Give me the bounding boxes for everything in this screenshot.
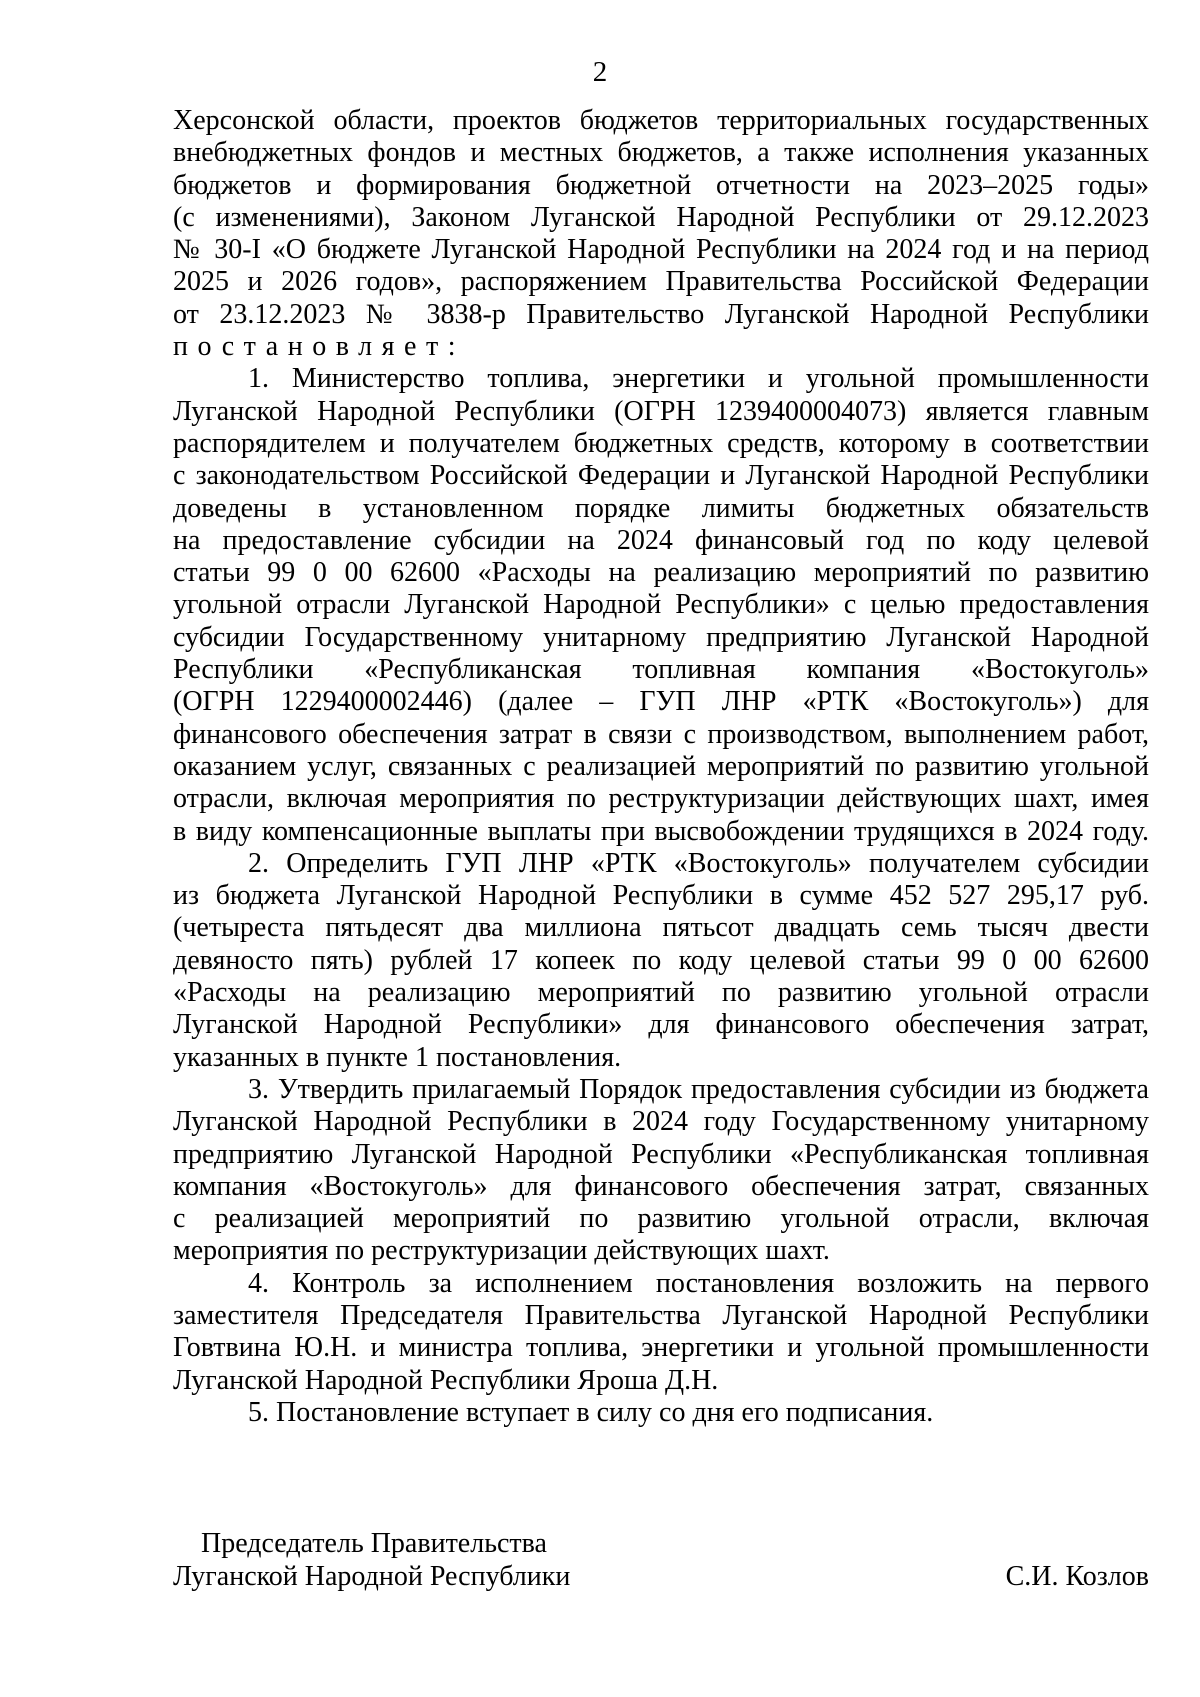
body-line: внебюджетных фондов и местных бюджетов, а также исполнения указанных [173, 137, 1149, 169]
body-line: субсидии Государственному унитарному предприятию Луганской Народной [173, 621, 1149, 653]
signatory-name: С.И. Козлов [1005, 1561, 1149, 1592]
body-line: угольной отрасли Луганской Народной Республики» с целью предоставления [173, 589, 1149, 621]
body-line: Херсонской области, проектов бюджетов территориальных государственных [173, 105, 1149, 136]
body-line: из бюджета Луганской Народной Республики в сумме 452 527 295,17 руб. [173, 880, 1149, 912]
body-line: компания «Востокуголь» для финансового обеспечения затрат, связанных [173, 1170, 1149, 1202]
body-line: (четыреста пятьдесят два миллиона пятьсот двадцать семь тысяч двести [173, 912, 1149, 944]
signatory-organization: Луганской Народной Республики [173, 1561, 571, 1592]
body-line: оказанием услуг, связанных с реализацией мероприятий по развитию угольной [173, 750, 1149, 782]
body-line: девяносто пять) рублей 17 копеек по коду целевой статьи 99 0 00 62600 [173, 944, 1149, 976]
body-line: распорядителем и получателем бюджетных средств, которому в соответствии [173, 427, 1149, 459]
body-line: Луганской Народной Республики» для финансового обеспечения затрат, [173, 1009, 1149, 1041]
body-line: № 30-I «О бюджете Луганской Народной Республики на 2024 год и на период [173, 234, 1149, 266]
body-line: (ОГРН 1229400002446) (далее – ГУП ЛНР «РТК «Востокуголь») для [173, 686, 1149, 718]
page-number: 2 [592, 56, 608, 88]
body-line: с реализацией мероприятий по развитию угольной отрасли, включая [173, 1203, 1149, 1235]
body-line: на предоставление субсидии на 2024 финансовый год по коду целевой [173, 524, 1149, 556]
body-line: финансового обеспечения затрат в связи с производством, выполнением работ, [173, 718, 1149, 750]
body-line: указанных в пункте 1 постановления. [173, 1041, 622, 1073]
body-line: статьи 99 0 00 62600 «Расходы на реализацию мероприятий по развитию [173, 557, 1149, 589]
clause-3-start: 3. Утвердить прилагаемый Порядок предоставления субсидии из бюджета [248, 1073, 1149, 1105]
clause-1-start: 1. Министерство топлива, энергетики и угольной промышленности [248, 363, 1149, 395]
body-line: Луганской Народной Республики (ОГРН 1239400004073) является главным [173, 395, 1149, 427]
clause-4-start: 4. Контроль за исполнением постановления возложить на первого [248, 1267, 1149, 1299]
body-line: заместителя Председателя Правительства Луганской Народной Республики [173, 1299, 1149, 1331]
body-line: (с изменениями), Законом Луганской Народной Республики от 29.12.2023 [173, 201, 1149, 233]
body-line: 2025 и 2026 годов», распоряжением Правительства Российской Федерации [173, 266, 1149, 298]
signature-row [173, 1560, 1149, 1593]
body-line: доведены в установленном порядке лимиты бюджетных обязательств [173, 492, 1149, 524]
body-line: Луганской Народной Республики в 2024 году Государственному унитарному [173, 1106, 1149, 1138]
document-body [173, 105, 1149, 1429]
body-line: Республики «Республиканская топливная компания «Востокуголь» [173, 654, 1149, 686]
resolution-word: постановляет: [173, 331, 466, 363]
clause-2-start: 2. Определить ГУП ЛНР «РТК «Востокуголь» получателем субсидии [248, 847, 1149, 879]
body-line: Луганской Народной Республики Яроша Д.Н. [173, 1364, 719, 1396]
clause-5: 5. Постановление вступает в силу со дня его подписания. [248, 1396, 934, 1428]
body-line: отрасли, включая мероприятия по реструктуризации действующих шахт, имея [173, 783, 1149, 815]
body-line: предприятию Луганской Народной Республики «Республиканская топливная [173, 1138, 1149, 1170]
signature-block [173, 1527, 1149, 1593]
body-line: бюджетов и формирования бюджетной отчетности на 2023–2025 годы» [173, 169, 1149, 201]
body-line: в виду компенсационные выплаты при высвобождении трудящихся в 2024 году. [173, 815, 1149, 847]
body-line: от 23.12.2023 № 3838-р Правительство Луганской Народной Республики [173, 298, 1149, 330]
body-line: с законодательством Российской Федерации и Луганской Народной Республики [173, 460, 1149, 492]
body-line: Говтвина Ю.Н. и министра топлива, энергетики и угольной промышленности [173, 1332, 1149, 1364]
signatory-title: Председатель Правительства [201, 1528, 547, 1559]
body-line: мероприятия по реструктуризации действующих шахт. [173, 1235, 830, 1267]
body-line: «Расходы на реализацию мероприятий по развитию угольной отрасли [173, 977, 1149, 1009]
